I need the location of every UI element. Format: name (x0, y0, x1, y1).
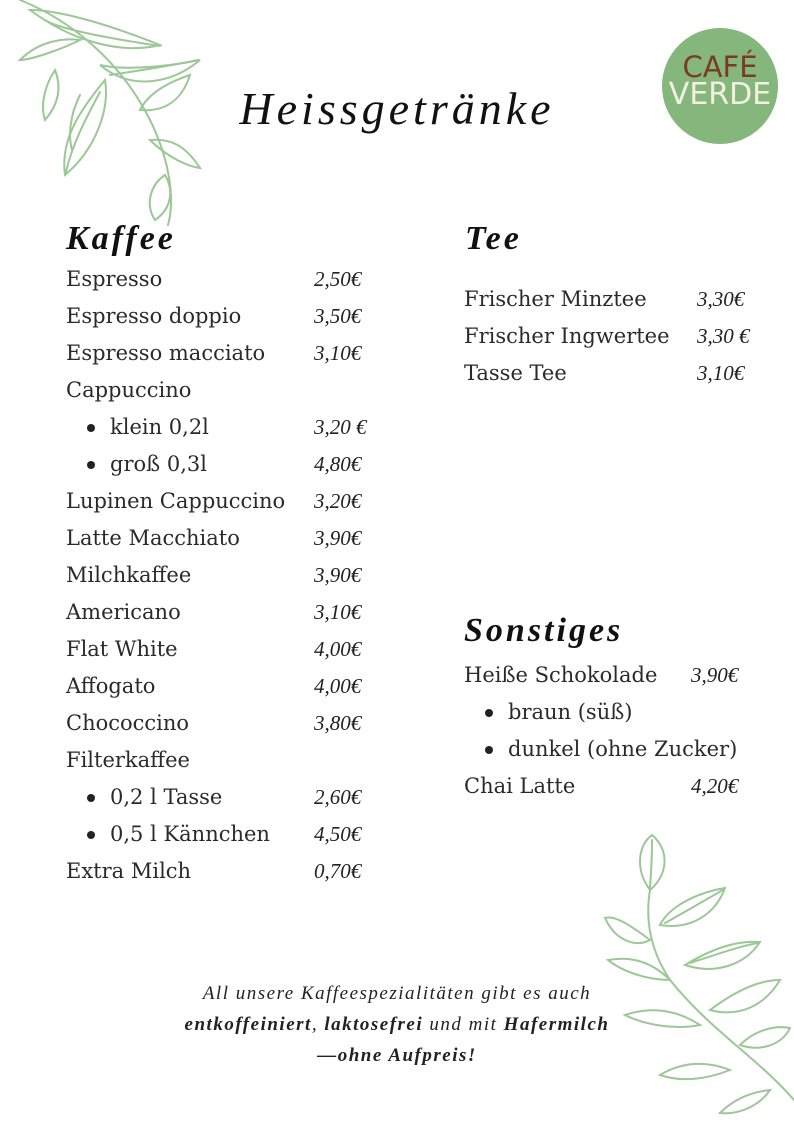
menu-item (66, 483, 386, 520)
item-name: klein 0,2l (110, 415, 209, 439)
item-name: braun (süß) (508, 700, 633, 724)
item-name: Frischer Minztee (464, 287, 647, 311)
menu-item (464, 355, 774, 392)
item-price: 3,80€ (314, 711, 362, 735)
menu-item (66, 705, 386, 742)
footer-line-1: All unsere Kaffeespezialitäten gibt es auch (202, 983, 592, 1004)
item-name: Extra Milch (66, 859, 192, 883)
item-price: 3,10€ (314, 600, 362, 624)
item-name: 0,5 l Kännchen (110, 822, 270, 846)
menu-item (464, 318, 774, 355)
menu-subitem (66, 816, 386, 853)
menu-item (66, 742, 386, 779)
menu-subitem (66, 779, 386, 816)
item-name: Flat White (66, 637, 178, 661)
footer-middle-text: und mit (423, 1014, 504, 1035)
item-name: 0,2 l Tasse (110, 785, 223, 809)
footer-line-3 (100, 1040, 694, 1071)
menu-item (66, 335, 386, 372)
logo-verde-text: VERDE (668, 77, 772, 112)
menu-item (66, 631, 386, 668)
footer-oat-milk: Hafermilch (503, 1014, 610, 1035)
bullet-icon (485, 746, 493, 754)
bullet-icon (87, 424, 95, 432)
menu-subitem (66, 409, 386, 446)
menu-subitem (464, 694, 774, 731)
footer-line-2 (100, 1009, 694, 1040)
item-name: dunkel (ohne Zucker) (508, 737, 738, 761)
item-price: 3,90€ (691, 663, 739, 687)
item-price: 0,70€ (314, 859, 362, 883)
item-price: 4,80€ (314, 452, 362, 476)
item-name: Cappuccino (66, 378, 192, 402)
leaf-decoration-bottom-icon (590, 830, 794, 1123)
item-name: Lupinen Cappuccino (66, 489, 286, 513)
item-price: 4,20€ (691, 774, 739, 798)
item-price: 2,50€ (314, 267, 362, 291)
item-price: 3,10€ (314, 341, 362, 365)
menu-item (66, 372, 386, 409)
footer-decaf: entkoffeiniert (184, 1014, 312, 1035)
item-name: Chococcino (66, 711, 190, 735)
footer-lactose-free: laktosefrei (324, 1014, 424, 1035)
item-price: 3,30 € (697, 324, 750, 348)
bullet-icon (485, 709, 493, 717)
item-name: Affogato (66, 674, 156, 698)
item-name: Filterkaffee (66, 748, 190, 772)
item-name: Americano (66, 600, 181, 624)
tee-list (464, 281, 774, 392)
sonstiges-list (464, 657, 774, 805)
bullet-icon (87, 794, 95, 802)
menu-item (66, 261, 386, 298)
menu-item (464, 768, 774, 805)
item-name: Heiße Schokolade (464, 663, 658, 687)
menu-item (66, 520, 386, 557)
item-price: 3,20€ (314, 489, 362, 513)
sonstiges-heading: Sonstiges (464, 612, 624, 649)
kaffee-heading: Kaffee (66, 220, 176, 257)
item-name: Espresso (66, 267, 163, 291)
item-name: Espresso macciato (66, 341, 266, 365)
item-name: Tasse Tee (464, 361, 567, 385)
menu-subitem (464, 731, 774, 768)
footer-no-surcharge: —ohne Aufpreis! (317, 1045, 477, 1066)
item-price: 4,00€ (314, 674, 362, 698)
bullet-icon (87, 461, 95, 469)
footer-note (100, 978, 694, 1071)
bullet-icon (87, 831, 95, 839)
item-name: Frischer Ingwertee (464, 324, 670, 348)
item-price: 3,10€ (697, 361, 745, 385)
item-price: 4,00€ (314, 637, 362, 661)
menu-item (66, 668, 386, 705)
tee-heading: Tee (465, 220, 522, 257)
menu-subitem (66, 446, 386, 483)
item-price: 3,90€ (314, 563, 362, 587)
item-name: Latte Macchiato (66, 526, 240, 550)
item-name: Chai Latte (464, 774, 576, 798)
item-price: 4,50€ (314, 822, 362, 846)
item-name: Espresso doppio (66, 304, 242, 328)
item-name: groß 0,3l (110, 452, 207, 476)
page-title: Heissgetränke (239, 83, 555, 134)
item-price: 3,20 € (314, 415, 367, 439)
menu-item (66, 853, 386, 890)
menu-item (66, 557, 386, 594)
footer-separator: , (311, 1014, 325, 1035)
item-price: 2,60€ (314, 785, 362, 809)
logo-cafe-text: CAFÉ (682, 50, 758, 84)
menu-item (464, 281, 774, 318)
menu-item (464, 657, 774, 694)
item-name: Milchkaffee (66, 563, 192, 587)
item-price: 3,90€ (314, 526, 362, 550)
item-price: 3,30€ (697, 287, 745, 311)
kaffee-list (66, 261, 386, 890)
item-price: 3,50€ (314, 304, 362, 328)
menu-item (66, 298, 386, 335)
menu-item (66, 594, 386, 631)
